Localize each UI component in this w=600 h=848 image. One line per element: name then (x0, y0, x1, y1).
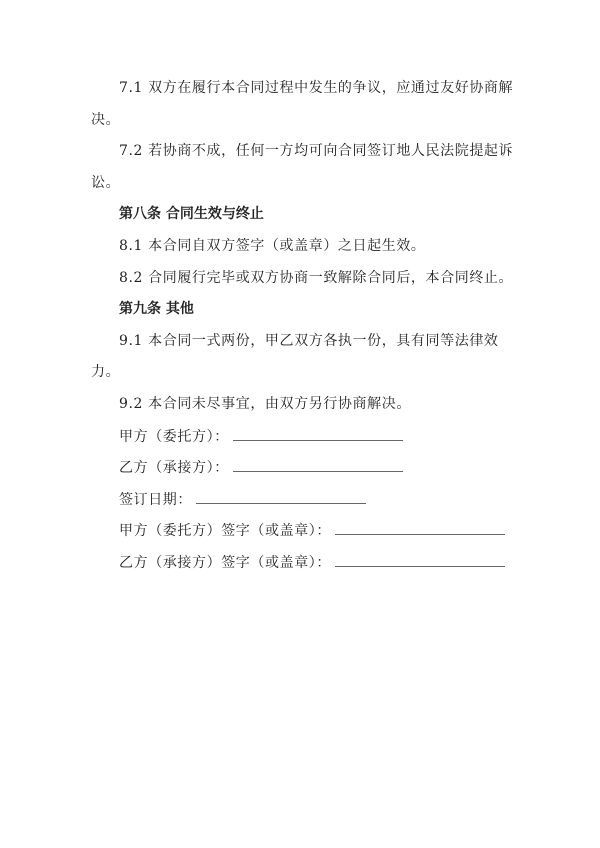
party-a-sign-row (91, 520, 511, 552)
document-page (91, 78, 514, 584)
article-8-heading: 第八条 合同生效与终止 (119, 206, 264, 223)
clause-7-2: 7.2 若协商不成，任何一方均可向合同签订地人民法院提起诉 (119, 143, 514, 160)
clause-7-1: 7.1 双方在履行本合同过程中发生的争议，应通过友好协商解 (119, 80, 514, 96)
date-label: 签订日期： (119, 491, 192, 508)
clause-9-2: 9.2 本合同未尽事宜，由双方另行协商解决。 (119, 395, 411, 412)
party-a-label: 甲方（委托方）： (119, 428, 229, 445)
clause-9-1-cont: 力。 (91, 364, 121, 381)
party-b-blank[interactable] (233, 457, 403, 472)
clause-9-1: 9.1 本合同一式两份，甲乙双方各执一份，具有同等法律效 (119, 332, 499, 349)
clause-8-2: 8.2 合同履行完毕或双方协商一致解除合同后，本合同终止。 (119, 269, 514, 286)
date-blank[interactable] (196, 489, 366, 504)
article-9-heading: 第九条 其他 (119, 301, 194, 318)
clause-8-1: 8.1 本合同自双方签字（或盖章）之日起生效。 (119, 237, 426, 254)
party-a-sign-label: 甲方（委托方）签字（或盖章）： (119, 523, 331, 540)
clause-7-2-cont: 讼。 (91, 174, 121, 191)
party-b-row (91, 457, 511, 489)
party-b-sign-label: 乙方（承接方）签字（或盖章）： (119, 554, 331, 571)
party-b-sign-blank[interactable] (335, 552, 505, 567)
party-b-label: 乙方（承接方）： (119, 460, 229, 477)
party-a-row (91, 426, 511, 458)
party-a-blank[interactable] (233, 426, 403, 441)
clause-7-1-cont: 决。 (91, 111, 121, 128)
date-row (91, 489, 511, 521)
party-a-sign-blank[interactable] (335, 520, 505, 535)
party-b-sign-row (91, 552, 511, 584)
